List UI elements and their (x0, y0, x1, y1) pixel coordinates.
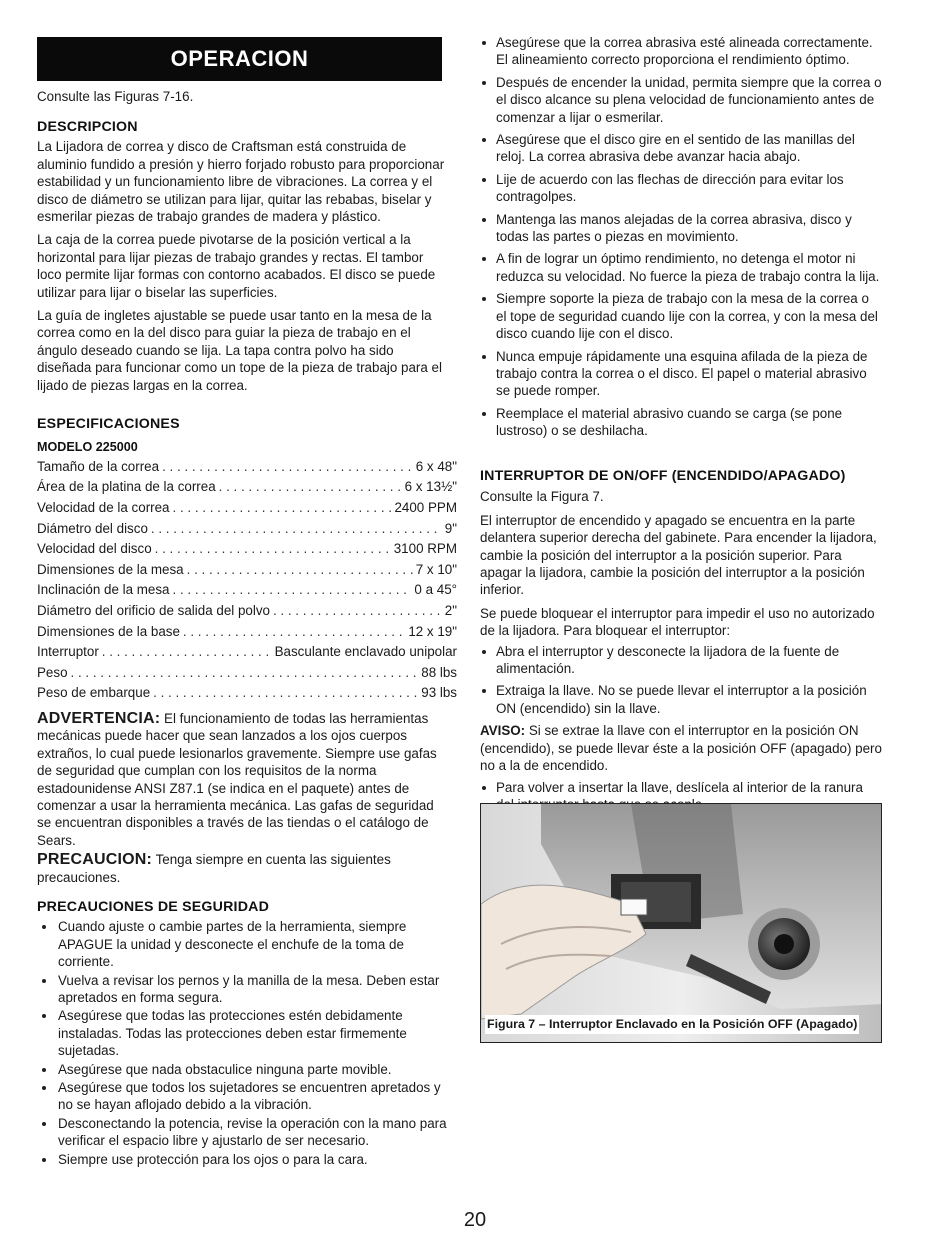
seguridad-section (37, 899, 449, 1169)
descripcion-heading: DESCRIPCION (37, 119, 138, 135)
seguridad-list (37, 918, 449, 1168)
dot-leader (162, 458, 413, 475)
spec-row (37, 458, 457, 479)
safety-list-item: Asegúrese que nada obstaculice ninguna parte movible. (37, 1061, 449, 1078)
switch-list-item: Para volver a insertar la llave, deslícela al interior de la ranura (480, 779, 882, 814)
switch-list-item: Abra el interruptor y desconecte la lijadora de la fuente de alimentación. (480, 643, 882, 678)
safety-list-item: Vuelva a revisar los pernos y la manilla de la mesa. Deben estar apretados en forma segura. (37, 972, 449, 1007)
figure-caption: Figura 7 – Interruptor Enclavado en la Posición OFF (Apagado) (485, 1015, 859, 1034)
dot-leader (153, 684, 418, 701)
spec-row (37, 664, 457, 685)
interruptor-heading: INTERRUPTOR DE ON/OFF (ENCENDIDO/APAGADO) (480, 468, 846, 484)
figure-photo (481, 804, 882, 1043)
spec-row (37, 499, 457, 520)
spec-label: Velocidad del disco (37, 541, 152, 557)
dot-leader (183, 623, 405, 640)
spec-row (37, 643, 457, 664)
spec-row (37, 540, 457, 561)
advertencia-block (37, 710, 447, 886)
especificaciones-section (37, 416, 457, 705)
interruptor-paragraph: El interruptor de encendido y apagado se encuentra en la parte delantera superior derecha del gabinete. Para encender la lijadora, cambie la posición del interruptor a la posición superior. Para apagar la lijadora, cambie la posición del interruptor a la posición inferior. (480, 512, 877, 598)
spec-row (37, 581, 457, 602)
precaution-list-item: Nunca empuje rápidamente una esquina afilada de la pieza de trabajo contra la correa o el disco. El papel o material abrasivo se puede romper. (480, 348, 882, 400)
precaution-list-item: A fin de lograr un óptimo rendimiento, no detenga el motor ni reduzca su velocidad. No fuerce la pieza de trabajo contra la lija. (480, 250, 882, 285)
page-number: 20 (463, 1209, 487, 1231)
spec-row (37, 561, 457, 582)
spec-value: 2" (444, 602, 457, 618)
spec-label: Diámetro del orificio de salida del polvo (37, 602, 270, 618)
spec-value: 6 x 48" (415, 458, 457, 474)
section-banner: OPERACION (37, 37, 442, 81)
dot-leader (102, 643, 272, 660)
precaucion-label: PRECAUCION: (37, 851, 153, 869)
spec-value: 88 lbs (421, 664, 457, 680)
spec-row (37, 478, 457, 499)
spec-label: Inclinación de la mesa (37, 582, 170, 598)
safety-list-item: Asegúrese que todos los sujetadores se encuentren apretados y no se hayan aflojado debido a la vibración. (37, 1079, 449, 1114)
spec-value: 0 a 45° (414, 582, 457, 598)
aviso-label: AVISO: (480, 723, 526, 739)
spec-label: Velocidad de la correa (37, 500, 170, 515)
safety-list-item: Desconectando la potencia, revise la operación con la mano para verificar el espacio libre y ajustarlo de ser necesario. (37, 1115, 449, 1150)
dot-leader (151, 520, 442, 537)
precautions-continued-list (480, 34, 882, 445)
spec-label: Interruptor (37, 644, 99, 660)
precaution-list-item: Mantenga las manos alejadas de la correa abrasiva, disco y todas las partes o piezas en movimiento. (480, 211, 882, 246)
dot-leader (187, 561, 413, 578)
precaution-list-item: Lije de acuerdo con las flechas de dirección para evitar los contragolpes. (480, 171, 882, 206)
precaucion-text: Tenga siempre en cuenta las siguientes precauciones. (37, 852, 391, 885)
spec-label: Dimensiones de la mesa (37, 561, 184, 577)
safety-list-item: Siempre use protección para los ojos o para la cara. (37, 1151, 449, 1168)
dot-leader (219, 478, 402, 495)
dot-leader (71, 664, 419, 681)
interruptor-paragraph: Se puede bloquear el interruptor para impedir el uso no autorizado de la lijadora. Para bloquear el interruptor: (480, 605, 875, 639)
descripcion-paragraph: La guía de ingletes ajustable se puede usar tanto en la mesa de la correa como en la del disco para guiar la pieza de trabajo en el ángulo deseado cuando se lija. La tapa contra polvo ha sido diseñada para funcionar como un tope de la pieza de trabajo para el lijado de piezas largas en la correa. (37, 308, 442, 393)
safety-list-item: Asegúrese que todas las protecciones estén debidamente instaladas. Todas las protecciones deben estar firmemente sujetadas. (37, 1007, 449, 1059)
spec-label: Peso de embarque (37, 685, 151, 701)
precaution-list-item: Asegúrese que la correa abrasiva esté alineada correctamente. El alineamiento correcto proporciona el rendimiento óptimo. (480, 34, 882, 69)
precaution-list-item: Asegúrese que el disco gire en el sentido de las manillas del reloj. La correa abrasiva debe avanzar hacia abajo. (480, 131, 882, 166)
intro-text: Consulte las Figuras 7-16. (37, 89, 194, 104)
figure-7 (480, 803, 882, 1043)
precaution-list-item: Reemplace el material abrasivo cuando se carga (se pone lustroso) o se deshilacha. (480, 405, 882, 440)
interruptor-ref: Consulte la Figura 7. (480, 489, 604, 505)
spec-value: 7 x 10" (415, 561, 457, 577)
descripcion-section (37, 119, 447, 394)
spec-value: 9" (444, 520, 457, 536)
spec-row (37, 623, 457, 644)
precaution-list-item: Después de encender la unidad, permita siempre que la correa o el disco alcance su plena velocidad de funcionamiento antes de comenzar a lijar o esmerilar. (480, 74, 882, 126)
dot-leader (273, 602, 442, 619)
spec-row (37, 684, 457, 705)
spec-label: Área de la platina de la correa (37, 479, 216, 495)
switch-list-item: Extraiga la llave. No se puede llevar el interruptor a la posición ON (encendido) sin la llave. (480, 682, 882, 717)
spec-value: 93 lbs (421, 685, 457, 701)
seguridad-heading: PRECAUCIONES DE SEGURIDAD (37, 899, 270, 915)
spec-row (37, 602, 457, 623)
spec-label: Diámetro del disco (37, 520, 148, 536)
descripcion-paragraph: La caja de la correa puede pivotarse de la posición vertical a la horizontal para lijar piezas de trabajo grandes y rectas. El tambor loco permite lijar formas con contorno acabados. El disco se puede utilizar para lijar o biselar las superficies. (37, 232, 436, 300)
precaution-list-item: Siempre soporte la pieza de trabajo con la mesa de la correa o el tope de seguridad cuando lije con la correa, y con la mesa del disco cuando lije con el disco. (480, 290, 882, 342)
spec-value: Basculante enclavado unipolar (274, 644, 457, 660)
spec-label: Dimensiones de la base (37, 623, 180, 639)
spec-value: 12 x 19" (408, 623, 457, 639)
switch-key (621, 899, 647, 915)
safety-list-item: Cuando ajuste o cambie partes de la herramienta, siempre APAGUE la unidad y desconecte el enchufe de la toma de corriente. (37, 918, 449, 970)
spec-label: Peso (37, 664, 68, 680)
knob-center (774, 934, 794, 954)
dot-leader (173, 499, 392, 516)
spec-value: 3100 RPM (393, 541, 457, 557)
advertencia-label: ADVERTENCIA: (37, 710, 161, 727)
interruptor-section (480, 468, 882, 818)
spec-row (37, 520, 457, 541)
interruptor-list (480, 643, 882, 718)
descripcion-paragraph: La Lijadora de correa y disco de Craftsman está construida de aluminio fundido a presión y hierro forjado robusto para proporcionar estabilidad y un funcionamiento libre de vibraciones. La correa y el disco de diámetro se utilizan para lijar, quitar las rebabas, biselar y esmerilar piezas de trabajo grandes de madera y plástico. (37, 139, 445, 225)
especificaciones-heading: ESPECIFICACIONES (37, 416, 180, 432)
spec-value: 6 x 13½" (404, 479, 457, 495)
advertencia-text: El funcionamiento de todas las herramientas mecánicas puede hacer que sean lanzados a los ojos cuerpos extraños, lo cual puede lesionarlos gravemente. Siempre use gafas de seguridad que cumplan con los requisitos de la norma estadounidense ANSI Z87.1 (se indica en el paquete) antes de comenzar a usar la herramienta mecánica. Las gafas de seguridad se encuentran disponibles a través de las tiendas o el catálogo de Sears. (37, 711, 437, 848)
aviso-text: Si se extrae la llave con el interruptor en la posición ON (encendido), se puede llevar éste a la posición OFF (apagado) pero no a la de encendido. (480, 723, 882, 774)
spec-label: Tamaño de la correa (37, 458, 160, 474)
dot-leader (155, 540, 391, 557)
dot-leader (173, 581, 412, 598)
spec-list (37, 458, 457, 705)
spec-value: 2400 PPM (394, 500, 457, 515)
modelo-label: MODELO 225000 (37, 440, 138, 455)
